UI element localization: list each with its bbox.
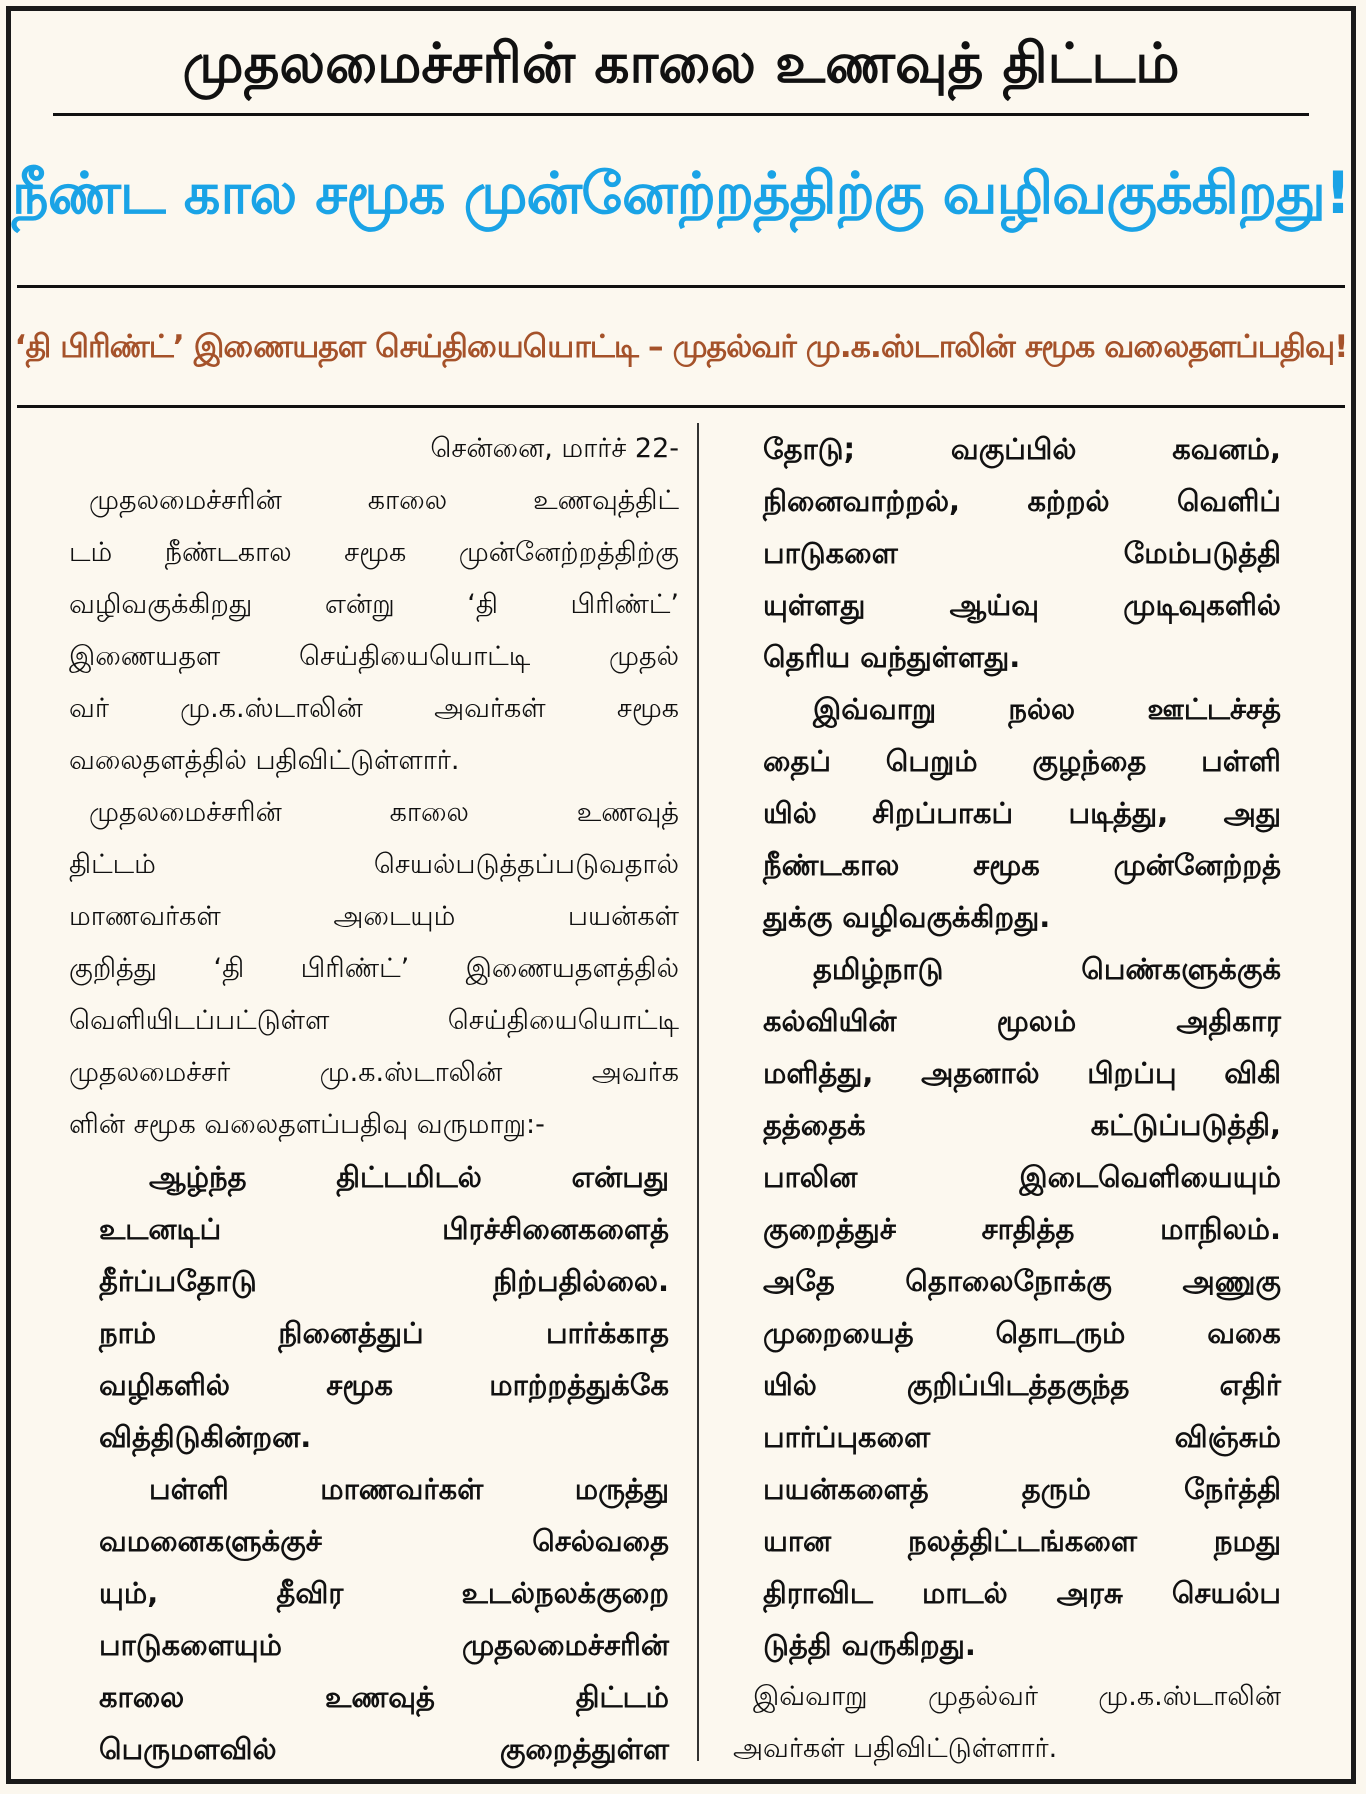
quote-line: தத்தைக் கட்டுப்படுத்தி,: [763, 1108, 1281, 1142]
quote-line: வித்திடுகின்றன.: [99, 1420, 312, 1454]
article-line: முதலமைச்சரின் காலை உணவுத்திட்: [89, 485, 679, 516]
quote-line: மளித்து, அதனால் பிறப்பு விகி: [763, 1056, 1281, 1090]
article-line: வலைதளத்தில் பதிவிட்டுள்ளார்.: [69, 745, 460, 776]
quote-line: டுத்தி வருகிறது.: [763, 1628, 976, 1662]
article-line: மாணவர்கள் அடையும் பயன்கள்: [69, 901, 679, 932]
headline-subtitle: நீண்ட கால சமூக முன்னேற்றத்திற்கு வழிவகுக்கிறது!: [11, 160, 1351, 227]
quote-line: பாடுகளையும் முதலமைச்சரின்: [99, 1628, 669, 1662]
quote-line: தமிழ்நாடு பெண்களுக்குக்: [813, 952, 1281, 986]
article-line: இணையதள செய்தியையொட்டி முதல்: [69, 641, 679, 672]
quote-line: பார்ப்புகளை விஞ்சும்: [763, 1420, 1281, 1454]
article-line: அவர்கள் பதிவிட்டுள்ளார்.: [733, 1733, 1058, 1764]
quote-line: பாலின இடைவெளியையும்: [763, 1160, 1281, 1194]
quote-line: நீண்டகால சமூக முன்னேற்றத்: [763, 848, 1281, 882]
quote-line: பாடுகளை மேம்படுத்தி: [763, 536, 1281, 570]
quote-line: திராவிட மாடல் அரசு செயல்ப: [763, 1576, 1281, 1610]
quote-line: ஆழ்ந்த திட்டமிடல் என்பது: [149, 1160, 669, 1194]
quote-line: தோடு; வகுப்பில் கவனம்,: [763, 432, 1281, 466]
quote-line: யில் சிறப்பாகப் படித்து, அது: [763, 796, 1281, 830]
article-line: ளின் சமூக வலைதளப்பதிவு வருமாறு:-: [69, 1109, 545, 1140]
quote-line: முறையைத் தொடரும் வகை: [763, 1316, 1281, 1350]
quote-line: துக்கு வழிவகுக்கிறது.: [763, 900, 1051, 934]
article-line: முதலமைச்சர் மு.க.ஸ்டாலின் அவர்க: [69, 1057, 679, 1088]
quote-line: நினைவாற்றல், கற்றல் வெளிப்: [763, 484, 1281, 518]
quote-line: உடனடிப் பிரச்சினைகளைத்: [99, 1212, 669, 1246]
article-line: திட்டம் செயல்படுத்தப்படுவதால்: [69, 849, 679, 880]
quote-line: தெரிய வந்துள்ளது.: [763, 640, 1021, 674]
quote-line: நாம் நினைத்துப் பார்க்காத: [99, 1316, 669, 1350]
quote-line: கல்வியின் மூலம் அதிகார: [763, 1004, 1281, 1038]
quote-line: தைப் பெறும் குழந்தை பள்ளி: [763, 744, 1281, 778]
article-line: இவ்வாறு முதல்வர் மு.க.ஸ்டாலின்: [753, 1681, 1281, 1712]
article-line: வர் மு.க.ஸ்டாலின் அவர்கள் சமூக: [69, 693, 679, 724]
article-line: வெளியிடப்பட்டுள்ள செய்தியையொட்டி: [69, 1005, 679, 1036]
quote-line: காலை உணவுத் திட்டம்: [99, 1680, 669, 1714]
quote-line: பயன்களைத் தரும் நேர்த்தி: [763, 1472, 1281, 1506]
quote-line: தீர்ப்பதோடு நிற்பதில்லை.: [99, 1264, 669, 1298]
quote-line: வமனைகளுக்குச் செல்வதை: [99, 1524, 669, 1558]
article-line: முதலமைச்சரின் காலை உணவுத்: [89, 797, 679, 828]
quote-line: வழிகளில் சமூக மாற்றத்துக்கே: [99, 1368, 669, 1402]
quote-line: பள்ளி மாணவர்கள் மருத்து: [149, 1472, 669, 1506]
quote-line: குறைத்துச் சாதித்த மாநிலம்.: [763, 1212, 1281, 1246]
headline-subheading: ‘தி பிரிண்ட்’ இணையதள செய்தியையொட்டி – முதல்வர் மு.க.ஸ்டாலின் சமூக வலைதளப்பதிவு!: [14, 329, 1348, 365]
quote-line: அதே தொலைநோக்கு அணுகு: [763, 1264, 1281, 1298]
quote-line: யுள்ளது ஆய்வு முடிவுகளில்: [763, 588, 1281, 622]
quote-line: யில் குறிப்பிடத்தகுந்த எதிர்: [763, 1368, 1281, 1402]
article-line: வழிவகுக்கிறது என்று ‘தி பிரிண்ட்’: [69, 589, 679, 620]
news-clipping: [6, 6, 1356, 1784]
quote-line: யான நலத்திட்டங்களை நமது: [763, 1524, 1281, 1558]
quote-line: பெருமளவில் குறைத்துள்ள: [99, 1732, 669, 1766]
quote-line: இவ்வாறு நல்ல ஊட்டச்சத்: [813, 692, 1281, 726]
dateline: சென்னை, மார்ச் 22-: [430, 433, 679, 464]
headline-title: முதலமைச்சரின் காலை உணவுத் திட்டம்: [182, 31, 1180, 95]
article-line: குறித்து ‘தி பிரிண்ட்’ இணையதளத்தில்: [69, 953, 679, 984]
quote-line: யும், தீவிர உடல்நலக்குறை: [99, 1576, 669, 1610]
article-line: டம் நீண்டகால சமூக முன்னேற்றத்திற்கு: [69, 537, 679, 568]
